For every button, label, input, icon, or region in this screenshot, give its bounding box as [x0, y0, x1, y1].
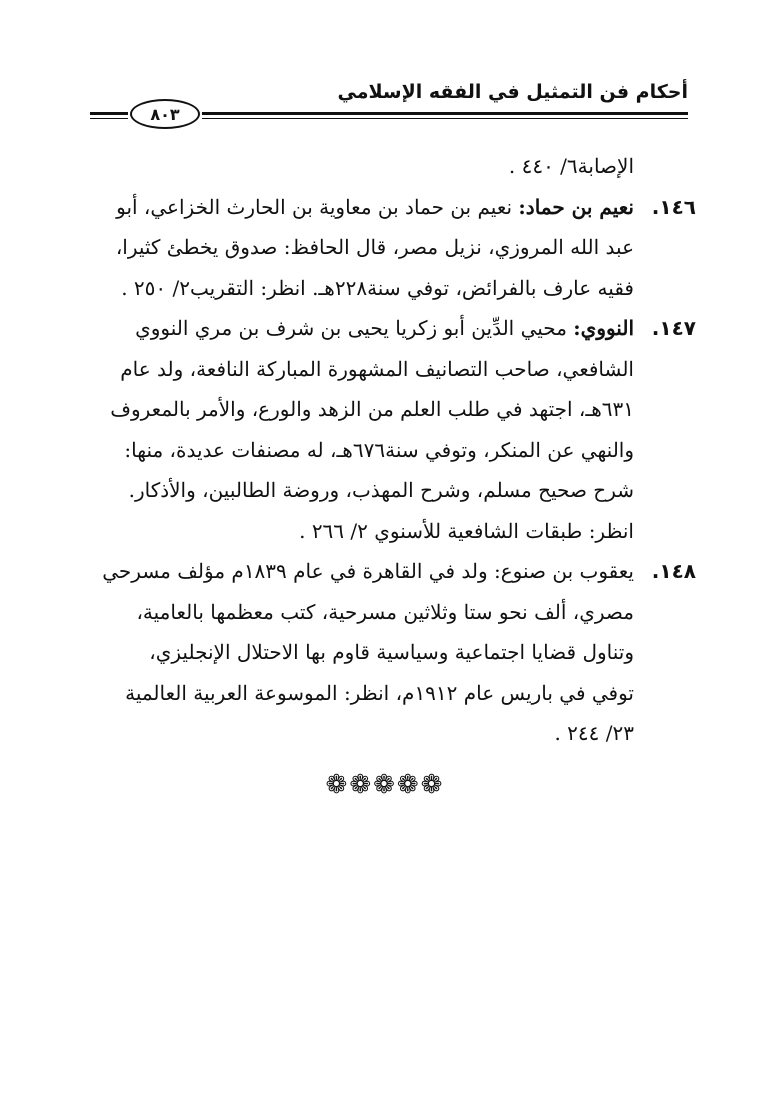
- entry-line: فقيه عارف بالفرائض، توفي سنة٢٢٨هـ. انظر: التقريب٢/ ٢٥٠ .: [121, 275, 634, 300]
- footnote-entry-146: [92, 187, 696, 309]
- continuation-line: الإصابة٦/ ٤٤٠ .: [508, 154, 634, 178]
- entry-text: محيي الدِّين أبو زكريا يحيى بن شرف بن مري النووي: [135, 316, 567, 340]
- entry-line: [92, 308, 634, 349]
- page-body: [92, 146, 696, 754]
- entry-number: ١٤٦.: [651, 194, 696, 219]
- entry-text: نعيم بن حماد بن معاوية بن الحارث الخزاعي، أبو: [116, 194, 513, 219]
- entry-line: [92, 187, 634, 228]
- entry-number: ١٤٨.: [651, 559, 696, 583]
- header-rule-left: [90, 112, 128, 115]
- entry-line: مصري، ألف نحو ستا وثلاثين مسرحية، كتب معظمها بالعامية،: [136, 599, 634, 624]
- entry-line: ٢٣/ ٢٤٤ .: [554, 721, 634, 745]
- section-ornament: ❁❁❁❁❁: [325, 770, 445, 800]
- entry-name: النووي:: [573, 316, 634, 340]
- entry-line: شرح صحيح مسلم، وشرح المهذب، وروضة الطالبين، والأذكار.: [128, 478, 634, 502]
- entry-line: والنهي عن المنكر، وتوفي سنة٦٧٦هـ، له مصنفات عديدة، منها:: [124, 437, 634, 462]
- entry-line: توفي في باريس عام ١٩١٢م، انظر: الموسوعة العربية العالمية: [125, 680, 634, 705]
- entry-line: عبد الله المروزي، نزيل مصر، قال الحافظ: صدوق يخطئ كثيرا،: [115, 235, 634, 259]
- entry-line: وتناول قضايا اجتماعية وسياسية قاوم بها الاحتلال الإنجليزي،: [149, 640, 634, 664]
- page-number: ٨٠٣: [130, 99, 200, 129]
- header-rule-left-thin: [90, 118, 128, 119]
- entry-name: نعيم بن حماد:: [518, 194, 634, 219]
- header-rule: [202, 112, 688, 115]
- entry-number: ١٤٧.: [651, 316, 696, 340]
- entry-line: ٦٣١هـ، اجتهد في طلب العلم من الزهد والورع، والأمر بالمعروف: [110, 397, 634, 421]
- header-rule-thin: [202, 118, 688, 119]
- entry-line: الشافعي، صاحب التصانيف المشهورة المباركة النافعة، ولد عام: [120, 356, 634, 381]
- running-title: أحكام فن التمثيل في الفقه الإسلامي: [337, 81, 688, 103]
- entry-line: يعقوب بن صنوع: ولد في القاهرة في عام ١٨٣٩م مؤلف مسرحي: [102, 559, 634, 583]
- footnote-entry-148: [92, 551, 696, 754]
- entry-line: انظر: طبقات الشافعية للأسنوي ٢/ ٢٦٦ .: [299, 518, 634, 543]
- footnote-entry-147: [92, 308, 696, 551]
- page-header: [90, 75, 688, 135]
